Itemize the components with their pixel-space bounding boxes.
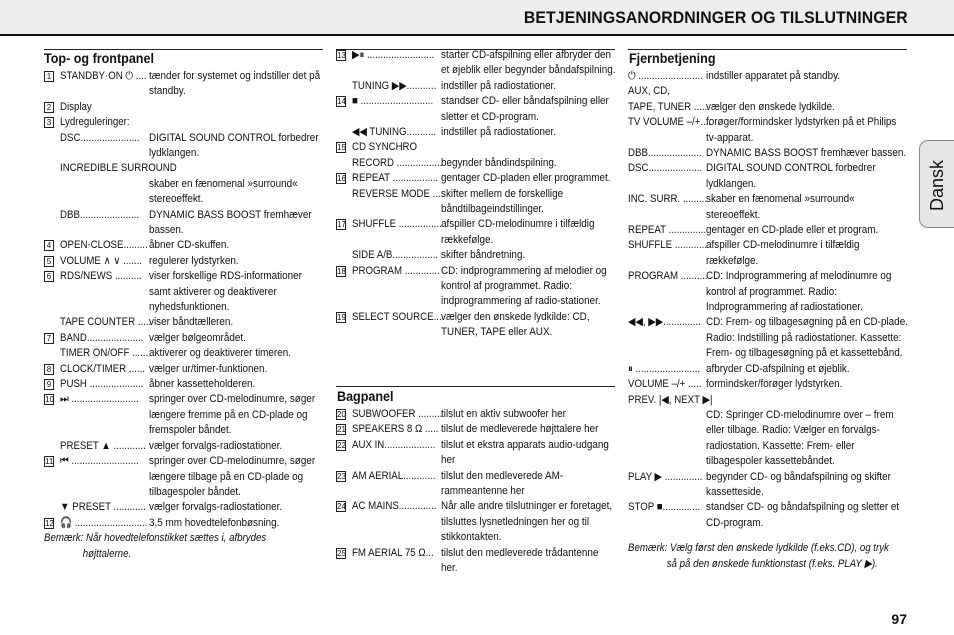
control-description: CD: indprogrammering af melodier og kontrol af programmet. Radio: indprogrammering af radio-stationer. — [441, 264, 607, 308]
list-item — [336, 156, 616, 171]
control-label: DSC.................... — [628, 162, 703, 175]
list-item — [44, 69, 324, 100]
control-description: standser CD- og båndafspilning og sletter et CD-program. — [706, 501, 900, 529]
list-item — [336, 438, 616, 469]
list-item — [628, 100, 908, 115]
control-label: OPEN·CLOSE......... — [60, 239, 148, 252]
item-number: 6 — [44, 271, 54, 282]
list-item — [44, 315, 324, 330]
control-description: åbner CD-skuffen. — [149, 239, 230, 252]
header-bar — [0, 0, 954, 36]
list-item — [44, 208, 324, 239]
control-label: PREV. |◀, NEXT ▶| — [628, 393, 713, 406]
control-label: PLAY ▶ .............. — [628, 470, 703, 483]
control-description: tilslut den medleverede AM-rammeantenne her — [441, 469, 564, 498]
list-item — [628, 377, 908, 392]
list-item — [628, 500, 908, 531]
control-description: afbryder CD-afspilning et øjeblik. — [706, 362, 850, 375]
note-text: højttalerne. — [82, 547, 132, 560]
control-label: ■ ........................... — [352, 95, 434, 108]
control-description: DYNAMIC BASS BOOST fremhæver bassen. — [149, 208, 312, 237]
control-description: vælger den ønskede lydkilde: CD, TUNER, TAPE eller AUX. — [441, 310, 590, 339]
control-description: afspiller CD-melodinumre i tilfældig rækkefølge. — [706, 239, 860, 267]
list-item — [336, 546, 616, 577]
control-label: CLOCK/TIMER ...... — [60, 362, 145, 375]
control-label: DBB...................... — [60, 208, 140, 221]
list-item — [44, 115, 324, 130]
list-item — [336, 79, 616, 94]
list-item — [44, 254, 324, 269]
item-number: 15 — [337, 143, 346, 153]
list-item — [44, 439, 324, 454]
control-label: TAPE, TUNER ..... — [628, 100, 708, 113]
control-label: REPEAT ................. — [352, 172, 439, 185]
list-item — [44, 500, 324, 515]
item-number: 11 — [45, 457, 54, 467]
list-item — [336, 48, 616, 79]
item-number: 14 — [337, 97, 346, 107]
control-description: vælger den ønskede lydkilde. — [706, 100, 835, 113]
list-item — [44, 377, 324, 392]
control-label: BAND..................... — [60, 331, 144, 344]
control-label: TAPE COUNTER ..... — [60, 316, 152, 329]
control-description: Når alle andre tilslutninger er foretaget, tilsluttes lysnetledningen her og til stikkontakten. — [441, 500, 613, 544]
note-text: Bemærk: Vælg først den ønskede lydkilde (f.eks.CD), og tryk — [628, 542, 889, 555]
control-label: PUSH .................... — [60, 378, 144, 391]
list-item — [628, 115, 908, 146]
control-label: SHUFFLE ................ — [352, 218, 442, 231]
item-number: 25 — [337, 548, 346, 558]
control-label: INC. SURR. ......... — [628, 193, 708, 206]
rear-panel-list — [336, 407, 616, 576]
control-label: VOLUME ∧ ∨ ....... — [60, 254, 142, 267]
control-label: ▶⏸ ......................... — [352, 49, 435, 61]
control-label: PROGRAM ............. — [352, 264, 440, 277]
list-item — [628, 408, 908, 470]
list-item — [336, 422, 616, 437]
control-description: springer over CD-melodinumre, søger længere tilbage på en CD-plade og tilbagespoler båndet. — [149, 455, 316, 498]
front-panel-title: Top- og frontpanel — [44, 51, 154, 66]
list-item — [628, 393, 908, 408]
item-number: 4 — [44, 240, 54, 251]
item-number: 5 — [44, 256, 54, 267]
control-description: begynder CD- og båndafspilning og skifter kassetteside. — [706, 470, 891, 498]
control-description: DIGITAL SOUND CONTROL forbedrer lydklangen. — [149, 131, 319, 159]
item-number: 7 — [44, 333, 54, 344]
language-tab-label: Dansk — [927, 159, 947, 211]
list-item — [628, 470, 908, 501]
control-label: DBB.................... — [628, 147, 702, 160]
list-item — [336, 499, 616, 545]
list-item — [44, 392, 324, 438]
control-description: DIGITAL SOUND CONTROL forbedrer lydklangen. — [706, 162, 876, 190]
control-label: VOLUME –/+ ..... — [628, 378, 702, 391]
list-item — [44, 161, 324, 176]
item-number: 19 — [337, 312, 346, 322]
control-label: RECORD ................. — [352, 156, 443, 169]
control-description: vælger bølgeområdet. — [149, 331, 246, 344]
control-label: Display — [60, 100, 92, 113]
control-label: AM AERIAL............ — [352, 469, 436, 482]
language-tab — [919, 140, 954, 228]
control-description: skifter mellem de forskellige båndtilbageindstillinger. — [441, 187, 564, 216]
item-number: 23 — [337, 471, 346, 481]
list-item — [628, 192, 908, 223]
control-label: PROGRAM .......... — [628, 270, 708, 283]
list-item — [628, 69, 908, 84]
note-text: så på den ønskede funktionstast (f.eks. PLAY ▶). — [666, 557, 878, 570]
item-number: 2 — [44, 102, 54, 113]
control-description: skaber en fænomenal »surround« stereoeffekt. — [149, 177, 298, 206]
control-description: vælger forvalgs-radiostationer. — [149, 439, 283, 452]
control-label: STOP ■.............. — [628, 501, 701, 514]
list-item — [44, 177, 324, 208]
list-item — [628, 223, 908, 238]
list-item — [44, 331, 324, 346]
item-number: 1 — [44, 71, 54, 82]
list-item — [628, 84, 908, 99]
note-text: Bemærk: Når hovedtelefonstikket sættes i, afbrydes — [44, 532, 267, 545]
list-item — [628, 238, 908, 269]
remote-list — [628, 69, 908, 572]
control-description: åbner kassetteholderen. — [149, 378, 256, 391]
front-panel-list — [44, 69, 324, 562]
item-number: 18 — [337, 266, 346, 276]
control-label: 🎧 ........................... — [60, 516, 148, 529]
control-label: TIMER ON/OFF ...... — [60, 347, 149, 360]
control-label: PRESET ▲ ............ — [60, 439, 146, 452]
item-number: 21 — [337, 425, 346, 435]
control-description: forøger/formindsker lydstyrken på et Philips tv-apparat. — [706, 116, 897, 144]
control-description: formindsker/forøger lydstyrken. — [706, 378, 843, 391]
control-label: ⏭ ......................... — [60, 393, 139, 406]
list-item — [44, 346, 324, 361]
list-item — [336, 310, 616, 341]
control-description: CD: Springer CD-melodinumre over – frem eller tilbage. Radio: Vælger en forvalgs-radiostation. Kassette: Frem- eller tilbagespoler kassettebåndet. — [706, 408, 894, 468]
control-label: ◀◀ TUNING........... — [352, 126, 437, 139]
control-label: REPEAT .............. — [628, 224, 707, 237]
control-description: begynder båndindspilning. — [441, 156, 557, 169]
item-number: 20 — [337, 410, 346, 419]
list-item — [44, 100, 324, 115]
control-label: CD SYNCHRO — [352, 141, 418, 154]
control-description: indstiller på radiostationer. — [441, 79, 557, 92]
control-description: DYNAMIC BASS BOOST fremhæver bassen. — [706, 147, 907, 160]
page-title: BETJENINGSANORDNINGER OG TILSLUTNINGER — [524, 8, 908, 27]
control-label: RDS/NEWS .......... — [60, 270, 142, 283]
control-label: SELECT SOURCE.... — [352, 310, 445, 323]
list-item — [336, 248, 616, 263]
control-description: CD: Frem- og tilbagesøgning på en CD-plade. Radio: Indstilling på radiostationer. Kassette: Frem- og tilbagesøgning på et kassettebånd. — [706, 316, 908, 360]
control-label: TUNING ▶▶........... — [352, 79, 437, 92]
list-item — [44, 454, 324, 500]
control-label: AUX, CD, — [628, 85, 670, 98]
control-description: viser forskellige RDS-informationer samt aktiverer og deaktiverer nyhedsfunktionen. — [149, 270, 302, 314]
divider — [44, 49, 323, 50]
item-number: 16 — [337, 174, 346, 184]
control-description: regulerer lydstyrken. — [149, 254, 239, 267]
control-description: skifter båndretning. — [441, 249, 526, 262]
control-description: vælger ur/timer-funktionen. — [149, 362, 268, 375]
control-label: DSC...................... — [60, 131, 140, 144]
control-description: CD: Indprogrammering af melodinumre og kontrol af programmet. Radio: Indprogrammering af radiostationer. — [706, 270, 892, 314]
list-item — [336, 187, 616, 218]
control-description: aktiverer og deaktiverer timeren. — [149, 347, 291, 360]
control-description: standser CD- eller båndafspilning eller sletter et CD-program. — [441, 95, 609, 123]
control-description: gentager en CD-plade eller et program. — [706, 224, 879, 237]
remote-title: Fjernbetjening — [629, 51, 716, 66]
control-description: gentager CD-pladen eller programmet. — [441, 172, 611, 185]
control-description: tænder for systemet og indstiller det på standby. — [149, 70, 321, 98]
list-item — [336, 171, 616, 186]
control-description: tilslut den medleverede trådantenne her. — [441, 546, 599, 575]
control-label: TV VOLUME –/+.... — [628, 116, 712, 129]
item-number: 8 — [44, 364, 54, 375]
control-label: SHUFFLE ............ — [628, 239, 708, 252]
list-item — [44, 131, 324, 162]
rear-panel-title: Bagpanel — [337, 389, 394, 404]
list-item — [44, 269, 324, 315]
control-description: indstiller apparatet på standby. — [706, 70, 841, 82]
control-label: FM AERIAL 75 Ω... — [352, 546, 434, 559]
control-label: ⏮ ......................... — [60, 455, 139, 468]
control-label: AUX IN................... — [352, 438, 436, 451]
control-label: SIDE A/B................. — [352, 249, 439, 262]
item-number: 22 — [337, 440, 346, 450]
control-label: ▼ PRESET ............ — [60, 501, 146, 514]
item-number: 24 — [337, 502, 346, 512]
control-description: viser båndtælleren. — [149, 316, 234, 329]
control-description: indstiller på radiostationer. — [441, 126, 557, 139]
control-label: SPEAKERS 8 Ω ..... — [352, 423, 439, 436]
list-item — [336, 125, 616, 140]
control-label: SUBWOOFER ......... — [352, 408, 443, 420]
control-label: INCREDIBLE SURROUND — [60, 162, 177, 175]
item-number: 9 — [44, 379, 54, 390]
control-label: AC MAINS.............. — [352, 500, 437, 513]
list-item — [628, 161, 908, 192]
control-label: REVERSE MODE .... — [352, 187, 444, 200]
control-description: tilslut et ekstra apparats audio-udgang her — [441, 438, 609, 467]
control-description: tilslut en aktiv subwoofer her — [441, 408, 566, 420]
control-description: 3,5 mm hovedtelefonbøsning. — [149, 516, 280, 529]
list-item — [336, 94, 616, 125]
page-number: 97 — [891, 611, 907, 627]
list-item — [336, 469, 616, 500]
divider — [628, 49, 907, 50]
control-description: skaber en fænomenal »surround« stereoeffekt. — [706, 193, 855, 221]
control-description: starter CD-afspilning eller afbryder den et øjeblik eller begynder båndafspilning. — [441, 49, 616, 77]
list-item — [628, 146, 908, 161]
item-number: 13 — [337, 51, 346, 60]
control-label: Lydreguleringer: — [60, 116, 130, 129]
control-description: vælger forvalgs-radiostationer. — [149, 501, 283, 514]
control-description: afspiller CD-melodinumre i tilfældig rækkefølge. — [441, 218, 595, 246]
list-item — [336, 140, 616, 155]
list-item — [628, 315, 908, 361]
item-number: 17 — [337, 220, 346, 230]
control-description: tilslut de medleverede højttalere her — [441, 423, 599, 436]
list-item — [628, 269, 908, 315]
list-item — [44, 516, 324, 531]
control-description: springer over CD-melodinumre, søger længere fremme på en CD-plade og fremspoler båndet. — [149, 393, 316, 437]
control-label: ◀◀, ▶▶.............. — [628, 316, 701, 329]
item-number: 3 — [44, 117, 54, 128]
item-number: 12 — [45, 518, 54, 528]
divider — [336, 386, 615, 387]
list-item — [336, 407, 616, 422]
control-label: ⏻ ........................ — [628, 70, 703, 82]
item-number: 10 — [45, 395, 54, 405]
list-item — [336, 264, 616, 310]
list-item — [336, 217, 616, 248]
list-item — [44, 238, 324, 253]
control-label: ⏸ ........................ — [628, 362, 701, 375]
list-item — [44, 362, 324, 377]
controls-list-continued — [336, 48, 616, 341]
control-label: STANDBY·ON ⏻ .... — [60, 70, 147, 82]
list-item — [628, 362, 908, 377]
